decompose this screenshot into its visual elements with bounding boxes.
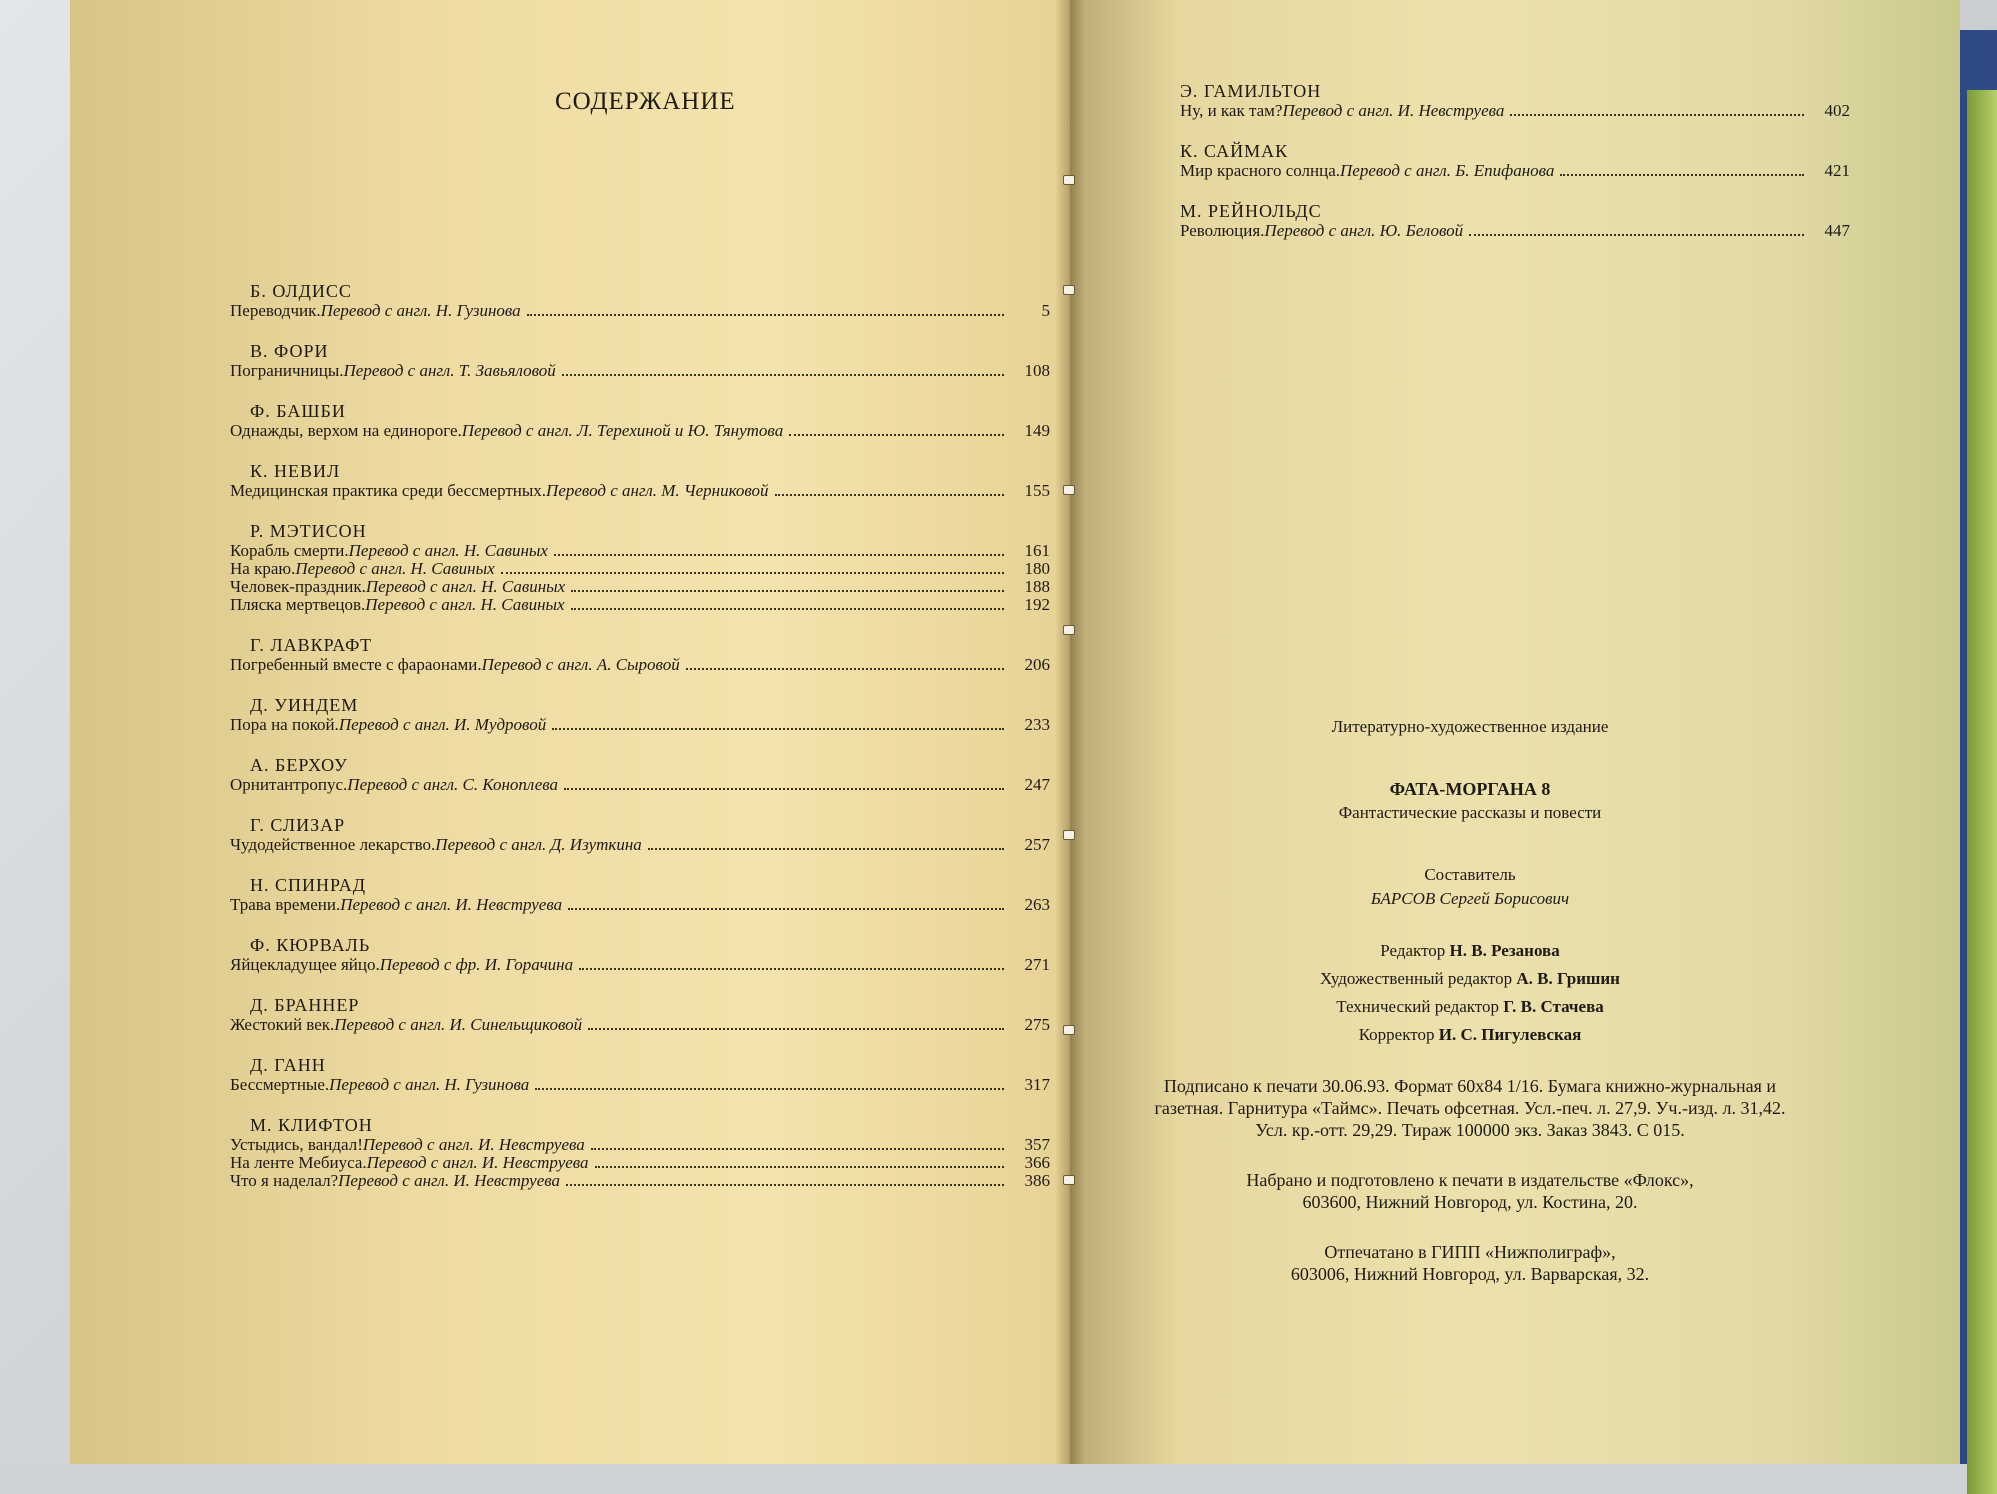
imprint-genre: Литературно-художественное издание (1331, 717, 1609, 736)
translator-credit: Перевод с англ. И. Невструева (338, 1171, 561, 1190)
translator-credit: Перевод с англ. Н. Савиных (365, 595, 565, 614)
toc-work-row (230, 542, 1050, 560)
dot-leader (527, 314, 1004, 316)
toc-title: СОДЕРЖАНИЕ (555, 88, 736, 115)
toc-entry (230, 934, 1050, 974)
stitch (1063, 1025, 1075, 1035)
translator-credit: Перевод с англ. Ю. Беловой (1264, 221, 1464, 240)
toc-entry (1180, 200, 1850, 240)
imprint-line: Отпечатано в ГИПП «Нижполиграф», (1324, 1242, 1616, 1262)
work-title: Революция. (1180, 221, 1265, 240)
author-name: Б. ОЛДИСС (250, 281, 352, 301)
toc-entry (230, 1114, 1050, 1190)
staff-line (1120, 1023, 1820, 1047)
dot-leader (568, 908, 1004, 910)
work-title: Орнитантропус. (230, 775, 348, 794)
publisher-details (1120, 1169, 1820, 1213)
cover-edge (1967, 90, 1997, 1494)
toc-work-row (1180, 162, 1850, 180)
toc-work-row (230, 362, 1050, 380)
translator-credit: Перевод с англ. Н. Савиных (295, 559, 495, 578)
stitch (1063, 285, 1075, 295)
toc-work-row (230, 896, 1050, 914)
translator-credit: Перевод с англ. А. Сыровой (481, 655, 680, 674)
toc-work-row (1180, 102, 1850, 120)
dot-leader (588, 1028, 1004, 1030)
translator-credit: Перевод с англ. С. Коноплева (347, 775, 559, 794)
compiler-label: Составитель (1424, 865, 1516, 884)
translator-credit: Перевод с англ. Т. Завьяловой (343, 361, 556, 380)
toc-entry (230, 814, 1050, 854)
toc-list (230, 280, 1050, 1210)
toc-work-row (230, 596, 1050, 614)
work-title: Яйцекладущее яйцо. (230, 955, 380, 974)
dot-leader (1469, 234, 1804, 236)
author-name: Г. ЛАВКРАФТ (250, 635, 372, 655)
page-number: 188 (1024, 577, 1050, 596)
translator-credit: Перевод с англ. М. Черниковой (546, 481, 769, 500)
page-number: 161 (1024, 541, 1050, 560)
dot-leader (562, 374, 1004, 376)
work-title: Что я наделал? (230, 1171, 339, 1190)
dot-leader (686, 668, 1004, 670)
translator-credit: Перевод с англ. И. Невструева (1282, 101, 1505, 120)
toc-entry (230, 400, 1050, 440)
toc-work-row (230, 578, 1050, 596)
author-name: Г. СЛИЗАР (250, 815, 346, 835)
work-title: Погребенный вместе с фараонами. (230, 655, 482, 674)
work-title: Корабль смерти. (230, 541, 349, 560)
author-name: Д. БРАННЕР (250, 995, 360, 1015)
imprint-line: 603600, Нижний Новгород, ул. Костина, 20. (1302, 1192, 1638, 1212)
print-details (1120, 1075, 1820, 1141)
staff-line (1120, 967, 1820, 991)
toc-work-row (230, 1076, 1050, 1094)
author-name: М. КЛИФТОН (250, 1115, 373, 1135)
translator-credit: Перевод с англ. И. Невструева (340, 895, 563, 914)
staff-line (1120, 995, 1820, 1019)
work-title: Медицинская практика среди бессмертных. (230, 481, 547, 500)
author-name: Э. ГАМИЛЬТОН (1180, 81, 1322, 101)
toc-work-row (230, 560, 1050, 578)
page-number: 357 (1024, 1135, 1050, 1154)
dot-leader (789, 434, 1004, 436)
toc-work-row (230, 1136, 1050, 1154)
toc-work-row (230, 482, 1050, 500)
author-name: Д. УИНДЕМ (250, 695, 359, 715)
toc-work-row (230, 716, 1050, 734)
printer-details (1120, 1241, 1820, 1285)
staff-role: Корректор (1358, 1025, 1439, 1044)
work-title: Ну, и как там? (1180, 101, 1283, 120)
dot-leader (648, 848, 1004, 850)
work-title: Однажды, верхом на единороге. (230, 421, 462, 440)
toc-entry (230, 280, 1050, 320)
toc-entry (230, 874, 1050, 914)
author-name: К. САЙМАК (1180, 141, 1289, 161)
page-number: 155 (1024, 481, 1050, 500)
dot-leader (564, 788, 1004, 790)
toc-entry (1180, 140, 1850, 180)
toc-entry (230, 1054, 1050, 1094)
page-number: 421 (1824, 161, 1850, 180)
toc-work-row (230, 836, 1050, 854)
work-title: Пляска мертвецов. (230, 595, 366, 614)
dot-leader (1560, 174, 1804, 176)
page-number: 192 (1024, 595, 1050, 614)
author-name: Ф. КЮРВАЛЬ (250, 935, 371, 955)
translator-credit: Перевод с англ. Д. Изуткина (435, 835, 642, 854)
page-number: 402 (1824, 101, 1850, 120)
page-number: 257 (1024, 835, 1050, 854)
staff-line (1120, 939, 1820, 963)
dot-leader (554, 554, 1004, 556)
dot-leader (571, 590, 1004, 592)
page-number: 271 (1024, 955, 1050, 974)
imprint-line: Набрано и подготовлено к печати в издательстве «Флокс», (1246, 1170, 1694, 1190)
dot-leader (591, 1148, 1004, 1150)
page-number: 108 (1024, 361, 1050, 380)
page-number: 275 (1024, 1015, 1050, 1034)
page-number: 366 (1024, 1153, 1050, 1172)
translator-credit: Перевод с англ. Н. Савиных (365, 577, 566, 596)
translator-credit: Перевод с фр. И. Горачина (379, 955, 574, 974)
toc-entry (230, 994, 1050, 1034)
staff-name: Н. В. Резанова (1449, 941, 1560, 960)
book-title: ФАТА-МОРГАНА 8 (1389, 779, 1551, 799)
work-title: Пора на покой. (230, 715, 339, 734)
translator-credit: Перевод с англ. И. Невструева (366, 1153, 589, 1172)
page-number: 5 (1041, 301, 1050, 320)
stitch (1063, 830, 1075, 840)
stitch (1063, 625, 1075, 635)
translator-credit: Перевод с англ. И. Мудровой (338, 715, 547, 734)
work-title: На ленте Мебиуса. (230, 1153, 367, 1172)
toc-work-row (1180, 222, 1850, 240)
toc-entry (230, 634, 1050, 674)
dot-leader (775, 494, 1004, 496)
imprint-line: газетная. Гарнитура «Таймс». Печать офсетная. Усл.-печ. л. 27,9. Уч.-изд. л. 31,42. (1154, 1098, 1786, 1118)
translator-credit: Перевод с англ. Б. Епифанова (1340, 161, 1555, 180)
work-title: Пограничницы. (230, 361, 344, 380)
translator-credit: Перевод с англ. Н. Гузинова (320, 301, 521, 320)
imprint-line: Усл. кр.-отт. 29,29. Тираж 100000 экз. Заказ 3843. С 015. (1255, 1120, 1685, 1140)
toc-work-row (230, 656, 1050, 674)
work-title: Бессмертные. (230, 1075, 330, 1094)
page-number: 233 (1024, 715, 1050, 734)
work-title: На краю. (230, 559, 296, 578)
author-name: Р. МЭТИСОН (250, 521, 367, 541)
page-number: 317 (1024, 1075, 1050, 1094)
author-name: Ф. БАШБИ (250, 401, 346, 421)
stitch (1063, 1175, 1075, 1185)
toc-list-continued (1180, 80, 1850, 260)
work-title: Мир красного солнца. (1180, 161, 1341, 180)
imprint-line: Подписано к печати 30.06.93. Формат 60x84 1/16. Бумага книжно-журнальная и (1163, 1076, 1777, 1096)
author-name: А. БЕРХОУ (250, 755, 348, 775)
page-number: 180 (1024, 559, 1050, 578)
dot-leader (595, 1166, 1004, 1168)
book-spine (1055, 0, 1085, 1464)
dot-leader (535, 1088, 1004, 1090)
translator-credit: Перевод с англ. Н. Гузинова (329, 1075, 530, 1094)
work-title: Человек-праздник. (230, 577, 366, 596)
toc-work-row (230, 776, 1050, 794)
author-name: М. РЕЙНОЛЬДС (1180, 201, 1322, 221)
staff-name: А. В. Гришин (1516, 969, 1620, 988)
stitch (1063, 485, 1075, 495)
imprint-line: 603006, Нижний Новгород, ул. Варварская, 32. (1290, 1264, 1650, 1284)
work-title: Трава времени. (230, 895, 341, 914)
staff-name: Г. В. Стачева (1503, 997, 1604, 1016)
toc-work-row (230, 1154, 1050, 1172)
toc-work-row (230, 302, 1050, 320)
translator-credit: Перевод с англ. И. Синельщиковой (334, 1015, 583, 1034)
page-number: 386 (1024, 1171, 1050, 1190)
work-title: Переводчик. (230, 301, 321, 320)
page-number: 263 (1024, 895, 1050, 914)
toc-entry (230, 754, 1050, 794)
dot-leader (552, 728, 1004, 730)
compiler-name: БАРСОВ Сергей Борисович (1370, 889, 1570, 908)
left-page (70, 0, 1070, 1464)
dot-leader (1510, 114, 1804, 116)
staff-role: Технический редактор (1336, 997, 1504, 1016)
page-number: 447 (1824, 221, 1850, 240)
toc-work-row (230, 1016, 1050, 1034)
staff-role: Художественный редактор (1320, 969, 1517, 988)
page-number: 149 (1024, 421, 1050, 440)
staff-role: Редактор (1380, 941, 1450, 960)
dot-leader (566, 1184, 1004, 1186)
author-name: К. НЕВИЛ (250, 461, 341, 481)
work-title: Устыдись, вандал! (230, 1135, 363, 1154)
toc-entry (230, 340, 1050, 380)
book-subtitle: Фантастические рассказы и повести (1338, 803, 1602, 822)
translator-credit: Перевод с англ. Л. Терехиной и Ю. Тянутова (461, 421, 784, 440)
toc-entry (230, 694, 1050, 734)
stitch (1063, 175, 1075, 185)
translator-credit: Перевод с англ. Н. Савиных (348, 541, 548, 560)
author-name: Д. ГАНН (250, 1055, 326, 1075)
toc-work-row (230, 956, 1050, 974)
toc-entry (1180, 80, 1850, 120)
toc-work-row (230, 1172, 1050, 1190)
author-name: Н. СПИНРАД (250, 875, 366, 895)
page-number: 206 (1024, 655, 1050, 674)
translator-credit: Перевод с англ. И. Невструева (362, 1135, 585, 1154)
staff-name: И. С. Пигулевская (1438, 1025, 1582, 1044)
work-title: Жестокий век. (230, 1015, 335, 1034)
staff-list (1120, 939, 1820, 1047)
dot-leader (571, 608, 1004, 610)
dot-leader (501, 572, 1004, 574)
toc-work-row (230, 422, 1050, 440)
author-name: В. ФОРИ (250, 341, 329, 361)
toc-entry (230, 460, 1050, 500)
page-number: 247 (1024, 775, 1050, 794)
toc-entry (230, 520, 1050, 614)
dot-leader (579, 968, 1004, 970)
imprint (1120, 715, 1820, 1285)
work-title: Чудодейственное лекарство. (230, 835, 436, 854)
